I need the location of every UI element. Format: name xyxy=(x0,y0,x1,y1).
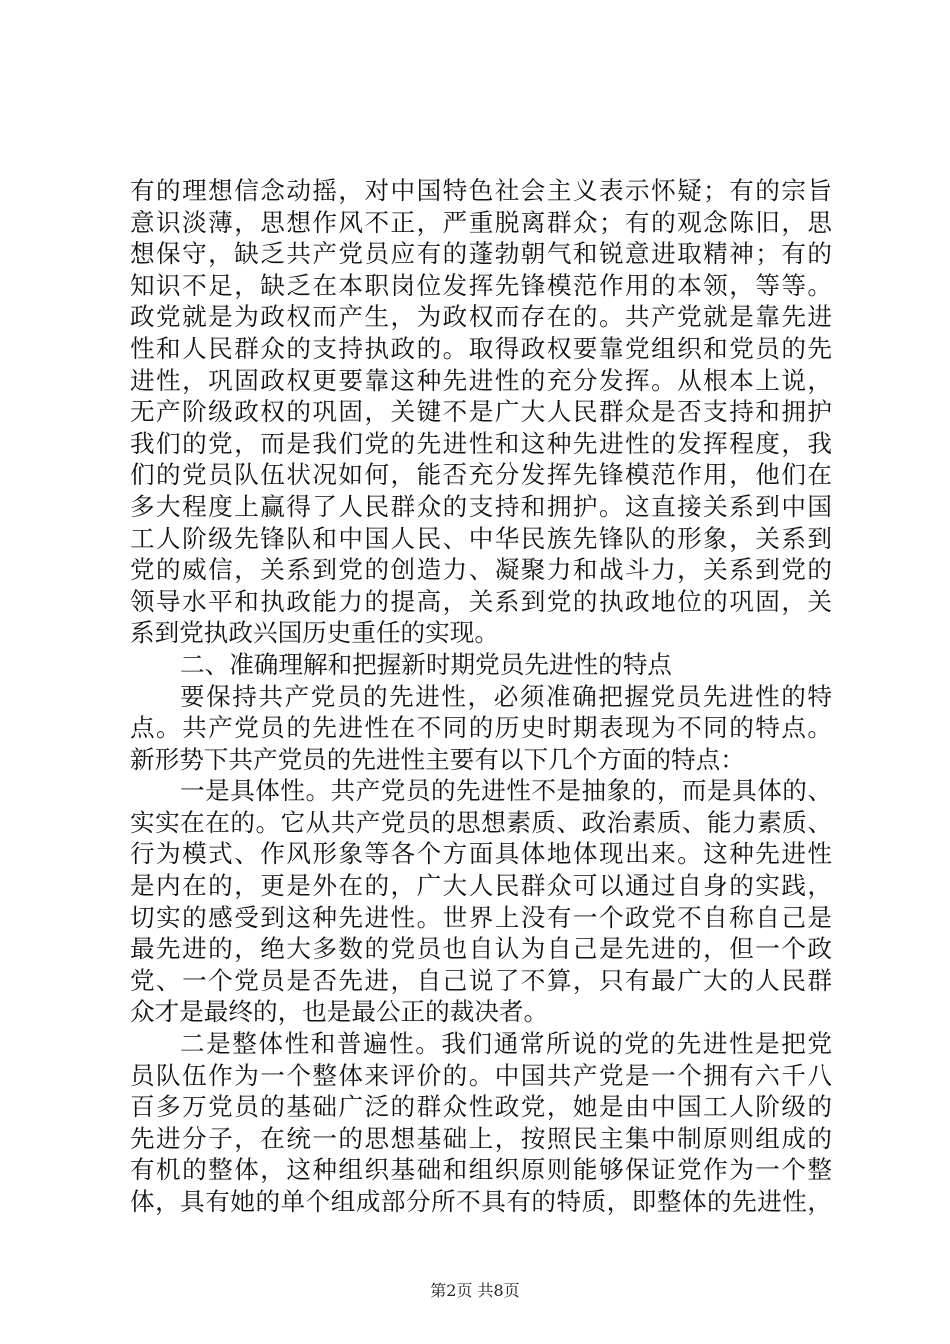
text-line: 党的威信，关系到党的创造力、凝聚力和战斗力，关系到党的 xyxy=(130,555,832,585)
text-line: 想保守，缺乏共产党员应有的蓬勃朝气和锐意进取精神；有的 xyxy=(130,239,832,269)
text-line: 二是整体性和普遍性。我们通常所说的党的先进性是把党 xyxy=(180,1029,832,1059)
document-body xyxy=(130,175,832,1218)
text-line: 一是具体性。共产党员的先进性不是抽象的，而是具体的、 xyxy=(180,776,832,806)
text-line: 点。共产党员的先进性在不同的历史时期表现为不同的特点。 xyxy=(130,713,832,743)
text-line: 党、一个党员是否先进，自己说了不算，只有最广大的人民群 xyxy=(130,965,832,995)
text-line: 进性，巩固政权更要靠这种先进性的充分发挥。从根本上说， xyxy=(130,365,832,395)
page-footer xyxy=(0,1281,950,1301)
text-line: 政党就是为政权而产生，为政权而存在的。共产党就是靠先进 xyxy=(130,302,832,332)
text-line: 要保持共产党员的先进性，必须准确把握党员先进性的特 xyxy=(180,681,832,711)
text-line: 实实在在的。它从共产党员的思想素质、政治素质、能力素质、 xyxy=(130,807,832,837)
text-line: 知识不足，缺乏在本职岗位发挥先锋模范作用的本领，等等。 xyxy=(130,270,832,300)
text-line: 性和人民群众的支持执政的。取得政权要靠党组织和党员的先 xyxy=(130,333,832,363)
text-line: 先进分子，在统一的思想基础上，按照民主集中制原则组成的 xyxy=(130,1123,832,1153)
text-line: 有机的整体，这种组织基础和组织原则能够保证党作为一个整 xyxy=(130,1155,832,1185)
text-line: 意识淡薄，思想作风不正，严重脱离群众；有的观念陈旧，思 xyxy=(130,207,832,237)
text-line: 领导水平和执政能力的提高，关系到党的执政地位的巩固，关 xyxy=(130,586,832,616)
text-line: 是内在的，更是外在的，广大人民群众可以通过自身的实践， xyxy=(130,871,832,901)
text-line: 行为模式、作风形象等各个方面具体地体现出来。这种先进性 xyxy=(130,839,832,869)
text-line: 多大程度上赢得了人民群众的支持和拥护。这直接关系到中国 xyxy=(130,491,832,521)
text-line: 无产阶级政权的巩固，关键不是广大人民群众是否支持和拥护 xyxy=(130,397,832,427)
page-number-label: 第2页 共8页 xyxy=(430,1281,520,1300)
text-line: 切实的感受到这种先进性。世界上没有一个政党不自称自己是 xyxy=(130,902,832,932)
text-line: 系到党执政兴国历史重任的实现。 xyxy=(130,618,499,648)
text-line: 二、准确理解和把握新时期党员先进性的特点 xyxy=(180,649,672,679)
text-line: 们的党员队伍状况如何，能否充分发挥先锋模范作用，他们在 xyxy=(130,460,832,490)
text-line: 员队伍作为一个整体来评价的。中国共产党是一个拥有六千八 xyxy=(130,1060,832,1090)
text-line: 众才是最终的，也是最公正的裁决者。 xyxy=(130,997,549,1027)
text-line: 有的理想信念动摇，对中国特色社会主义表示怀疑；有的宗旨 xyxy=(130,176,832,205)
text-line: 百多万党员的基础广泛的群众性政党，她是由中国工人阶级的 xyxy=(130,1092,832,1122)
text-line: 我们的党，而是我们党的先进性和这种先进性的发挥程度，我 xyxy=(130,428,832,458)
text-line: 最先进的，绝大多数的党员也自认为自己是先进的，但一个政 xyxy=(130,934,832,964)
text-line: 工人阶级先锋队和中国人民、中华民族先锋队的形象，关系到 xyxy=(130,523,832,553)
text-line: 体，具有她的单个组成部分所不具有的特质，即整体的先进性， xyxy=(130,1187,832,1216)
text-line: 新形势下共产党员的先进性主要有以下几个方面的特点： xyxy=(130,744,745,774)
